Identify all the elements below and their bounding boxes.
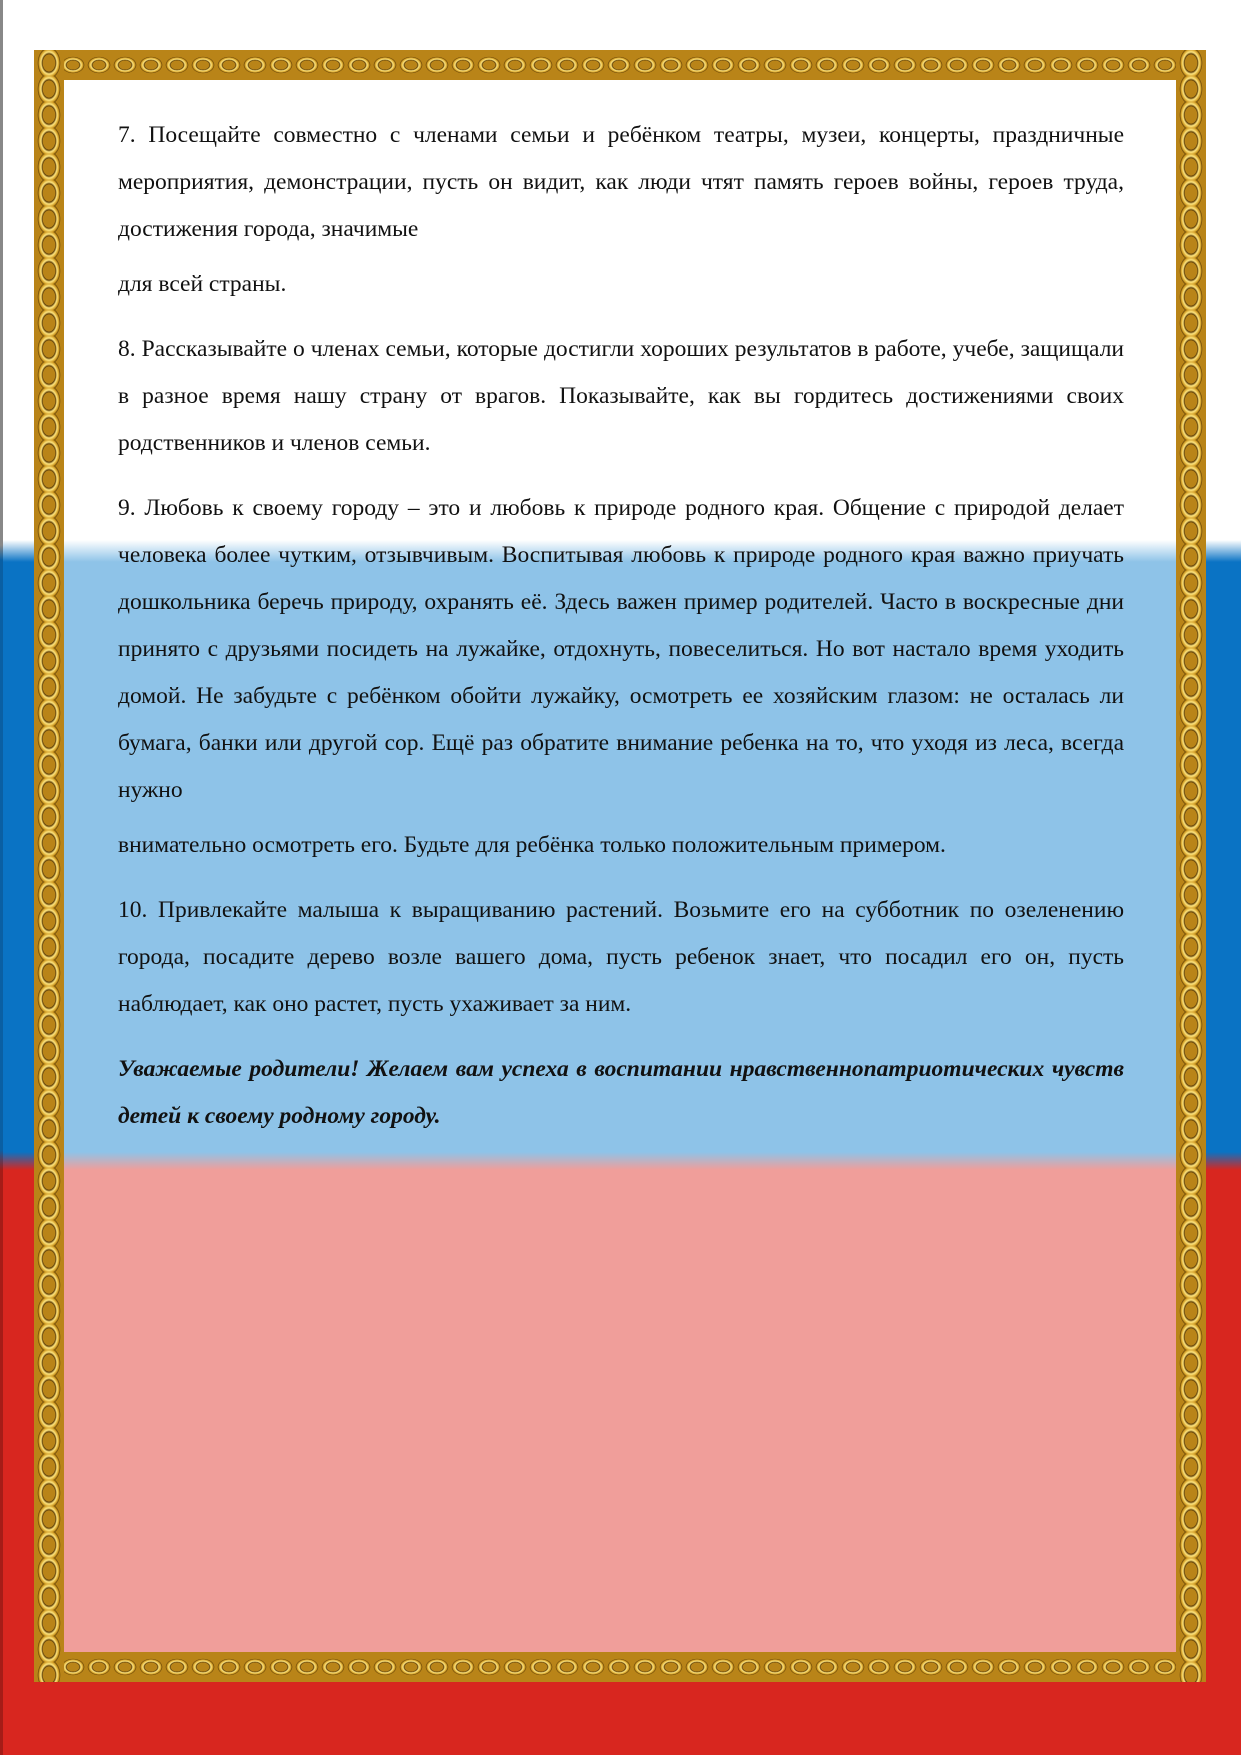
page-left-edge <box>0 0 3 1755</box>
paragraph-7: 7. Посещайте совместно с членами семьи и ребёнком театры, музеи, концерты, праздничные мероприятия, демонстрации, пусть он видит, как люди чтят память героев войны, героев труда, достижения города, значимые <box>118 122 1124 242</box>
document-body <box>118 112 1124 1158</box>
frame-top-chain <box>34 50 1206 80</box>
frame-bottom-chain <box>34 1652 1206 1682</box>
paragraph-10: 10. Привлекайте малыша к выращиванию растений. Возьмите его на субботник по озеленению города, посадите дерево возле вашего дома, пусть ребенок знает, что посадил его он, пусть наблюдает, как оно растет, пусть ухаживает за ним. <box>118 897 1124 1017</box>
frame-left-chain <box>34 50 64 1682</box>
frame-right-chain <box>1176 50 1206 1682</box>
paragraph-7-continued: для всей страны. <box>118 271 287 297</box>
paragraph-9-continued: внимательно осмотреть его. Будьте для ребёнка только положительным примером. <box>118 832 946 858</box>
paragraph-8: 8. Рассказывайте о членах семьи, которые достигли хороших результатов в работе, учебе, защищали в разное время нашу страну от врагов. Показывайте, как вы гордитесь достижениями своих родственников и членов семьи. <box>118 336 1124 456</box>
closing-wish: Уважаемые родители! Желаем вам успеха в воспитании нравственнопатриотических чувств детей к своему родному городу. <box>118 1056 1124 1129</box>
paragraph-9: 9. Любовь к своему городу – это и любовь к природе родного края. Общение с природой делает человека более чутким, отзывчивым. Воспитывая любовь к природе родного края важно приучать дошкольника беречь природу, охранять её. Здесь важен пример родителей. Часто в воскресные дни принято с друзьями посидеть на лужайке, отдохнуть, повеселиться. Но вот настало время уходить домой. Не забудьте с ребёнком обойти лужайку, осмотреть ее хозяйским глазом: не осталась ли бумага, банки или другой сор. Ещё раз обратите внимание ребенка на то, что уходя из леса, всегда нужно <box>118 495 1124 803</box>
